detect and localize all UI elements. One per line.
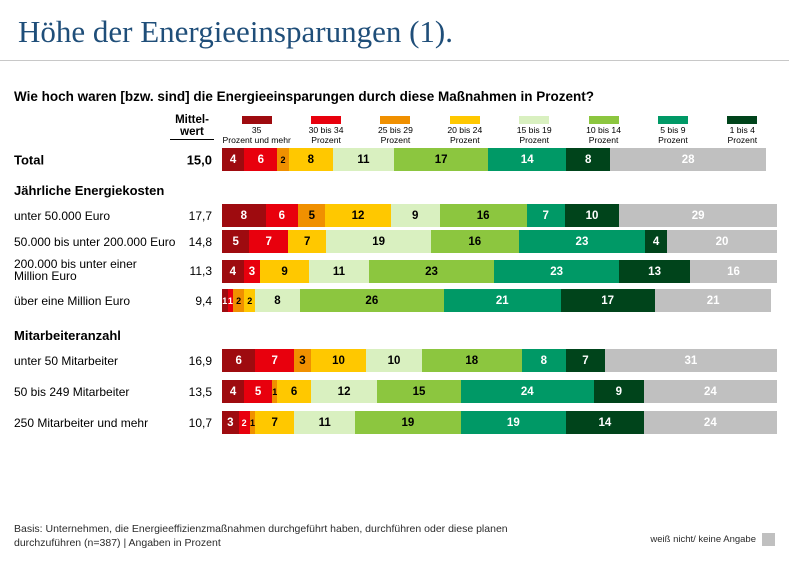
bar-segment: 14 — [566, 411, 644, 434]
bar-segment: 1 — [222, 289, 228, 312]
chart-row — [0, 204, 789, 227]
bar-segment: 7 — [527, 204, 565, 227]
legend-item — [291, 114, 360, 145]
bar-segment: 8 — [255, 289, 299, 312]
bar-segment: 16 — [690, 260, 777, 283]
legend-label: 35 Prozent und mehr — [222, 125, 291, 145]
bar-segment: 16 — [431, 230, 519, 253]
bar-segment: 6 — [222, 349, 255, 372]
chart-row — [0, 349, 789, 372]
row-mean-value: 11,3 — [189, 264, 212, 278]
bar-segment: 19 — [355, 411, 460, 434]
bar-segment: 31 — [605, 349, 777, 372]
bar-segment: 7 — [288, 230, 326, 253]
bar-segment: 4 — [222, 148, 244, 171]
bar-segment: 1 — [272, 380, 278, 403]
title-divider — [0, 60, 789, 61]
bar-segment: 1 — [250, 411, 256, 434]
bar-segment: 13 — [619, 260, 690, 283]
legend-swatch-icon — [450, 116, 480, 124]
row-mean-value: 9,4 — [195, 293, 212, 308]
slide-title — [0, 0, 789, 61]
row-mean-value: 14,8 — [188, 234, 212, 249]
row-bar — [222, 148, 777, 171]
row-bar — [222, 204, 777, 227]
row-bar — [222, 411, 777, 434]
bar-segment: 9 — [260, 260, 309, 283]
row-label: Total — [14, 152, 45, 167]
bar-segment: 6 — [266, 204, 299, 227]
bar-segment: 9 — [594, 380, 644, 403]
chart-row — [0, 380, 789, 403]
bar-segment: 9 — [391, 204, 440, 227]
bar-segment: 14 — [488, 148, 566, 171]
bar-segment: 2 — [244, 289, 255, 312]
legend-label: 30 bis 34 Prozent — [308, 125, 344, 145]
chart-row — [0, 289, 789, 312]
row-label: 50 bis 249 Mitarbeiter — [14, 384, 130, 399]
bar-segment: 6 — [244, 148, 277, 171]
bar-segment: 10 — [366, 349, 422, 372]
bar-segment: 4 — [222, 380, 244, 403]
row-bar — [222, 349, 777, 372]
bar-segment: 16 — [440, 204, 527, 227]
bar-segment: 5 — [298, 204, 325, 227]
bar-segment: 2 — [239, 411, 250, 434]
bar-segment: 28 — [610, 148, 765, 171]
bar-segment: 6 — [277, 380, 310, 403]
bar-segment: 24 — [644, 411, 777, 434]
legend-label: 5 bis 9 Prozent — [658, 125, 688, 145]
row-label: 50.000 bis unter 200.000 Euro — [14, 234, 176, 249]
bar-segment: 8 — [289, 148, 333, 171]
bar-segment: 3 — [294, 349, 311, 372]
legend-label: 20 bis 24 Prozent — [447, 125, 483, 145]
spacer — [0, 315, 789, 325]
bar-segment: 23 — [519, 230, 645, 253]
bar-segment: 26 — [300, 289, 444, 312]
no-answer-legend — [650, 533, 775, 546]
bar-segment: 12 — [325, 204, 390, 227]
bar-segment: 4 — [645, 230, 667, 253]
chart-row — [0, 411, 789, 434]
bar-segment: 24 — [461, 380, 594, 403]
bar-segment: 21 — [655, 289, 772, 312]
bar-segment: 17 — [561, 289, 655, 312]
bar-segment: 10 — [565, 204, 619, 227]
legend-swatch-icon — [727, 116, 757, 124]
bar-segment: 19 — [326, 230, 430, 253]
bar-segment: 21 — [444, 289, 561, 312]
row-label: 250 Mitarbeiter und mehr — [14, 415, 149, 430]
chart-row — [0, 230, 789, 253]
group-header-label: Mitarbeiteranzahl — [14, 328, 121, 343]
legend-swatch-icon — [658, 116, 688, 124]
bar-segment: 2 — [277, 148, 288, 171]
bar-segment: 19 — [461, 411, 566, 434]
stacked-bar-chart — [0, 114, 789, 434]
bar-segment: 11 — [294, 411, 355, 434]
row-bar — [222, 230, 777, 253]
legend-label: 25 bis 29 Prozent — [377, 125, 413, 145]
legend-swatch-icon — [242, 116, 272, 124]
mean-column-header: Mittel- wert — [170, 114, 214, 140]
legend-item — [569, 114, 638, 145]
row-mean-value: 10,7 — [188, 415, 212, 430]
row-bar — [222, 289, 777, 312]
legend-item — [430, 114, 499, 145]
legend-item — [708, 114, 777, 145]
bar-segment: 24 — [644, 380, 777, 403]
bar-segment: 20 — [667, 230, 777, 253]
bar-segment: 2 — [233, 289, 244, 312]
row-mean-value: 16,9 — [188, 353, 212, 368]
legend-label: 10 bis 14 Prozent — [586, 125, 621, 145]
page-title: Höhe der Energieeinsparungen (1). — [18, 14, 453, 49]
bar-segment: 8 — [566, 148, 610, 171]
row-bar — [222, 260, 777, 283]
legend-items — [222, 114, 777, 145]
bar-segment: 8 — [522, 349, 566, 372]
bar-segment: 4 — [222, 260, 244, 283]
bar-segment: 29 — [619, 204, 777, 227]
legend-swatch-icon — [519, 116, 549, 124]
legend-swatch-icon — [589, 116, 619, 124]
legend-item — [500, 114, 569, 145]
chart-rows — [0, 148, 789, 434]
bar-segment: 11 — [333, 148, 394, 171]
row-bar — [222, 380, 777, 403]
bar-segment: 23 — [494, 260, 619, 283]
legend-swatch-icon — [380, 116, 410, 124]
legend-item — [361, 114, 430, 145]
row-label: unter 50 Mitarbeiter — [14, 353, 119, 368]
row-label: über eine Million Euro — [14, 293, 131, 308]
chart-row — [0, 256, 789, 286]
chart-legend — [0, 114, 789, 148]
legend-item — [222, 114, 291, 145]
bar-segment: 5 — [244, 380, 272, 403]
bar-segment: 3 — [244, 260, 260, 283]
footer-basis: Basis: Unternehmen, die Energieeffizienzmaßnahmen durchgeführt haben, durchführen oder diese planen durchzuführen (n=387) | Angaben in Prozent — [14, 523, 508, 549]
row-mean-value: 13,5 — [188, 384, 212, 399]
legend-label: 1 bis 4 Prozent — [727, 125, 758, 145]
chart-row — [0, 148, 789, 171]
bar-segment: 18 — [422, 349, 522, 372]
legend-swatch-icon — [311, 116, 341, 124]
row-label: 200.000 bis unter einer Million Euro — [14, 257, 137, 283]
row-mean-value: 17,7 — [188, 208, 212, 223]
bar-segment: 23 — [369, 260, 494, 283]
no-answer-label: weiß nicht/ keine Angabe — [650, 534, 756, 545]
bar-segment: 7 — [255, 349, 294, 372]
group-header — [0, 180, 789, 202]
bar-segment: 10 — [311, 349, 367, 372]
bar-segment: 3 — [222, 411, 239, 434]
row-mean-value: 15,0 — [186, 152, 212, 167]
bar-segment: 12 — [311, 380, 378, 403]
group-header — [0, 325, 789, 347]
bar-segment: 11 — [309, 260, 369, 283]
bar-segment: 15 — [377, 380, 460, 403]
bar-segment: 7 — [566, 349, 605, 372]
legend-label: 15 bis 19 Prozent — [516, 125, 552, 145]
bar-segment: 5 — [222, 230, 249, 253]
bar-segment: 7 — [255, 411, 294, 434]
no-answer-swatch-icon — [762, 533, 775, 546]
bar-segment: 8 — [222, 204, 266, 227]
legend-item — [638, 114, 707, 145]
group-header-label: Jährliche Energiekosten — [14, 183, 165, 198]
row-label: unter 50.000 Euro — [14, 208, 111, 223]
bar-segment: 1 — [228, 289, 234, 312]
bar-segment: 17 — [394, 148, 488, 171]
question-text: Wie hoch waren [bzw. sind] die Energieeinsparungen durch diese Maßnahmen in Prozent? — [14, 89, 594, 104]
bar-segment: 7 — [249, 230, 287, 253]
